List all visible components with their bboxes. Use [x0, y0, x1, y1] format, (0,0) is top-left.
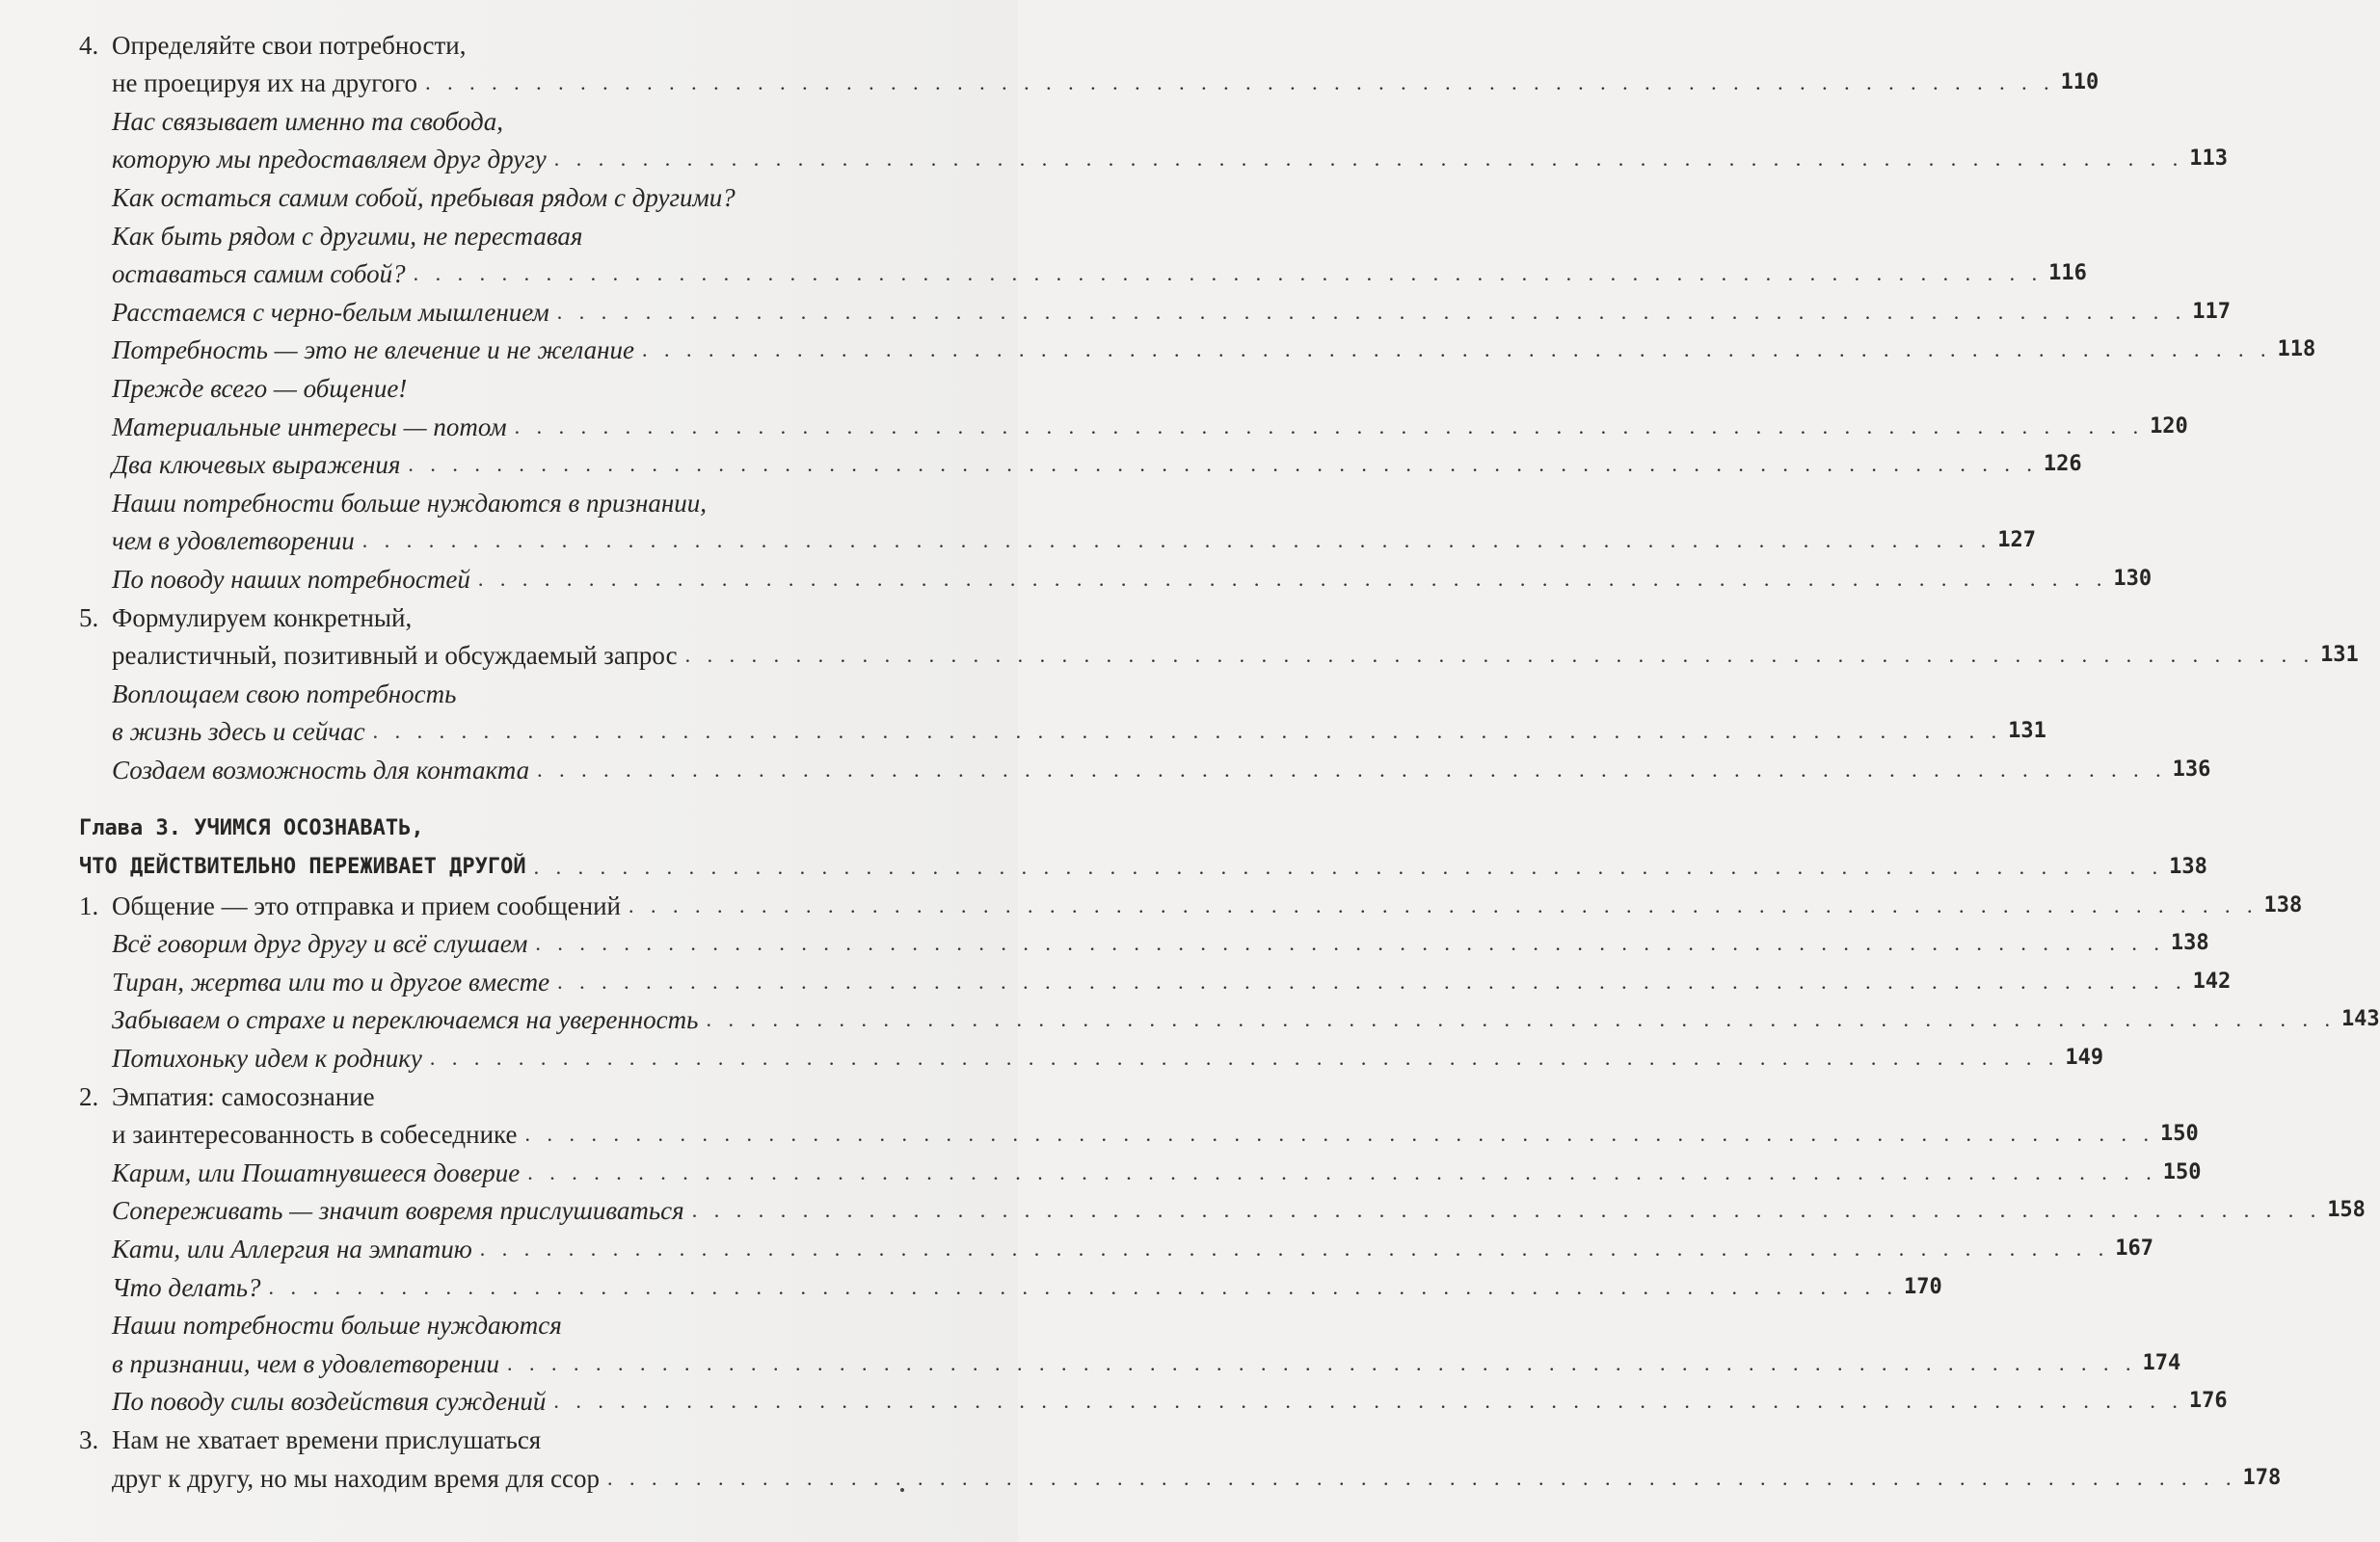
page-number: 178 — [2242, 1465, 2282, 1490]
toc-entry-title: Наши потребности больше нуждаются — [112, 1311, 562, 1341]
page-number: 158 — [2327, 1198, 2366, 1223]
page-number: 131 — [2008, 719, 2046, 744]
toc-entry-title: не проецируя их на другого — [112, 68, 418, 98]
dot-leader: . . . . . . . . . . . . . . . . . . . . . . . . . . . . . . . . . . . . . . . . . . . . . . . . . . . . . . . . . . . . . . . . . . . . . . . . . . — [524, 1122, 2154, 1147]
page-number: 136 — [2172, 757, 2211, 782]
dot-leader: . . . . . . . . . . . . . . . . . . . . . . . . . . . . . . . . . . . . . . . . . . . . . . . . . . . . . . . . . . . . . . . . . . . . . . . . . . — [556, 299, 2187, 324]
page-number: 113 — [2189, 146, 2229, 172]
toc-entry-title: По поводу наших потребностей — [112, 564, 470, 594]
toc-entry-title: Нам не хватает времени прислушаться — [112, 1424, 542, 1454]
page-number: 138 — [2263, 892, 2303, 917]
dot-leader: . . . . . . . . . . . . . . . . . . . . . . . . . . . . . . . . . . . . . . . . . . . . . . . . . . . . . . . . . . . . . . . . . . . . . . . . . . — [642, 337, 2272, 362]
toc-entry — [79, 843, 2207, 882]
toc-entry — [79, 1416, 966, 1454]
page-number: 167 — [2115, 1236, 2154, 1261]
dot-leader: . . . . . . . . . . . . . . . . . . . . . . . . . . . . . . . . . . . . . . . . . . . . . . . . . . . . . . . . . . . . . . . . . . . . . . . . . . — [268, 1274, 1899, 1299]
dot-leader: . . . . . . . . . . . . . . . . . . . . . . . . . . . . . . . . . . . . . . . . . . . . . . . . . . . . . . . . . . . . . . . . . . . . . . . . . . — [361, 528, 1992, 553]
toc-entry — [79, 594, 966, 632]
chapter-title: ЧТО ДЕЙСТВИТЕЛЬНО ПЕРЕЖИВАЕТ ДРУГОЙ — [79, 855, 526, 880]
page-number: 110 — [2060, 70, 2099, 95]
page-number: 120 — [2150, 413, 2188, 439]
toc-entry — [79, 1454, 2282, 1493]
toc-entry — [79, 441, 2082, 480]
page-number: 149 — [2065, 1046, 2104, 1071]
toc-entry-title: чем в удовлетворении — [112, 526, 355, 556]
dot-leader: . . . . . . . . . . . . . . . . . . . . . . . . . . . . . . . . . . . . . . . . . . . . . . . . . . . . . . . . . . . . . . . . . . . . . . . . . . — [477, 566, 2108, 591]
dot-leader: . . . . . . . . . . . . . . . . . . . . . . . . . . . . . . . . . . . . . . . . . . . . . . . . . . . . . . . . . . . . . . . . . . . . . . . . . . — [691, 1198, 2322, 1223]
toc-entry — [79, 1340, 2181, 1378]
toc-entry-title: Кати, или Аллергия на эмпатию — [112, 1235, 472, 1263]
toc-entry — [79, 212, 966, 251]
page-number: 150 — [2160, 1122, 2199, 1147]
toc-entry — [79, 518, 2036, 556]
toc-entry — [79, 403, 2188, 441]
page-number: 150 — [2162, 1159, 2202, 1184]
page-number: 138 — [2169, 855, 2207, 880]
page-number: 176 — [2188, 1389, 2228, 1414]
table-of-contents — [79, 21, 2380, 1493]
section-gap — [79, 784, 966, 806]
toc-entry-title: друг к другу, но мы находим время для ссор — [112, 1463, 600, 1493]
toc-entry — [79, 746, 2211, 784]
toc-entry — [79, 670, 966, 708]
toc-entry-number: 5. — [79, 602, 99, 632]
toc-entry-title: Воплощаем свою потребность — [112, 678, 457, 708]
dot-leader: . . . . . . . . . . . . . . . . . . . . . . . . . . . . . . . . . . . . . . . . . . . . . . . . . . . . . . . . . . . . . . . . . . . . . . . . . . — [553, 1389, 2183, 1414]
dot-leader: . . . . . . . . . . . . . . . . . . . . . . . . . . . . . . . . . . . . . . . . . . . . . . . . . . . . . . . . . . . . . . . . . . . . . . . . . . — [479, 1236, 2110, 1261]
page-number: 143 — [2340, 1007, 2380, 1032]
dot-leader: . . . . . . . . . . . . . . . . . . . . . . . . . . . . . . . . . . . . . . . . . . . . . . . . . . . . . . . . . . . . . . . . . . . . . . . . . . — [553, 146, 2184, 172]
dot-leader: . . . . . . . . . . . . . . . . . . . . . . . . . . . . . . . . . . . . . . . . . . . . . . . . . . . . . . . . . . . . . . . . . . . . . . . . . . — [408, 452, 2038, 477]
toc-entry — [79, 920, 2209, 959]
toc-entry — [79, 173, 966, 212]
page-number: 126 — [2043, 452, 2082, 477]
dot-leader: . . . . . . . . . . . . . . . . . . . . . . . . . . . . . . . . . . . . . . . . . . . . . . . . . . . . . . . . . . . . . . . . . . . . . . . . . . — [527, 1159, 2157, 1184]
toc-entry — [79, 251, 2087, 289]
toc-entry-title: оставаться самим собой? — [112, 259, 406, 289]
toc-entry-title: Как быть рядом с другими, не переставая — [112, 221, 583, 251]
dot-leader: . . . . . . . . . . . . . . . . . . . . . . . . . . . . . . . . . . . . . . . . . . . . . . . . . . . . . . . . . . . . . . . . . . . . . . . . . . — [429, 1046, 2060, 1071]
toc-entry-title: Нас связывает именно та свобода, — [112, 106, 503, 136]
page-number: 174 — [2142, 1350, 2181, 1375]
toc-entry — [79, 1263, 1942, 1302]
dot-leader: . . . . . . . . . . . . . . . . . . . . . . . . . . . . . . . . . . . . . . . . . . . . . . . . . . . . . . . . . . . . . . . . . . . . . . . . . . — [425, 70, 2055, 95]
dot-leader: . . . . . . . . . . . . . . . . . . . . . . . . . . . . . . . . . . . . . . . . . . . . . . . . . . . . . . . . . . . . . . . . . . . . . . . . . . — [372, 719, 2003, 744]
toc-entry — [79, 1302, 966, 1341]
toc-entry-title: Тиран, жертва или то и другое вместе — [112, 967, 550, 997]
dot-leader: . . . . . . . . . . . . . . . . . . . . . . . . . . . . . . . . . . . . . . . . . . . . . . . . . . . . . . . . . . . . . . . . . . . . . . . . . . — [607, 1465, 2237, 1490]
toc-entry-number: 2. — [79, 1081, 99, 1111]
toc-entry — [79, 21, 966, 60]
toc-entry — [79, 327, 2316, 365]
toc-entry — [79, 1149, 2202, 1187]
toc-entry-title: Прежде всего — общение! — [112, 373, 408, 403]
toc-entry-number: 3. — [79, 1424, 99, 1454]
toc-entry — [79, 1187, 2366, 1226]
toc-entry-title: которую мы предоставляем друг другу — [112, 145, 547, 174]
toc-entry-title: Что делать? — [112, 1272, 261, 1302]
toc-entry-title: и заинтересованность в собеседнике — [112, 1120, 518, 1150]
toc-entry — [79, 555, 2153, 594]
page-number: 142 — [2192, 969, 2232, 994]
toc-entry-number: 1. — [79, 891, 99, 920]
toc-entry — [79, 364, 966, 403]
toc-entry — [79, 1073, 966, 1111]
dot-leader: . . . . . . . . . . . . . . . . . . . . . . . . . . . . . . . . . . . . . . . . . . . . . . . . . . . . . . . . . . . . . . . . . . . . . . . . . . — [706, 1007, 2336, 1032]
page-number: 130 — [2113, 566, 2153, 591]
toc-entry-title: Сопереживать — значит вовремя прислушиваться — [112, 1196, 684, 1226]
toc-entry-title: в жизнь здесь и сейчас — [112, 717, 365, 747]
toc-entry — [79, 1111, 2199, 1150]
toc-entry — [79, 708, 2046, 747]
dot-leader: . . . . . . . . . . . . . . . . . . . . . . . . . . . . . . . . . . . . . . . . . . . . . . . . . . . . . . . . . . . . . . . . . . . . . . . . . . — [535, 931, 2165, 956]
toc-entry — [79, 97, 966, 136]
toc-entry-title: Общение — это отправка и прием сообщений — [112, 891, 622, 920]
toc-entry-title: Потихоньку идем к роднику — [112, 1044, 422, 1074]
toc-entry-title: Карим, или Пошатнувшееся доверие — [112, 1157, 521, 1187]
toc-entry — [79, 806, 966, 844]
page-number: 118 — [2277, 337, 2316, 362]
toc-entry-title: Создаем возможность для контакта — [112, 755, 530, 784]
toc-entry-title: Потребность — это не влечение и не желание — [112, 335, 635, 365]
dot-leader: . . . . . . . . . . . . . . . . . . . . . . . . . . . . . . . . . . . . . . . . . . . . . . . . . . . . . . . . . . . . . . . . . . . . . . . . . . — [557, 969, 2187, 994]
toc-entry-title: Как остаться самим собой, пребывая рядом с другими? — [112, 182, 735, 212]
toc-entry-title: Формулируем конкретный, — [112, 602, 413, 632]
dot-leader: . . . . . . . . . . . . . . . . . . . . . . . . . . . . . . . . . . . . . . . . . . . . . . . . . . . . . . . . . . . . . . . . . . . . . . . . . . — [533, 855, 2164, 880]
toc-entry — [79, 60, 2099, 98]
toc-entry — [79, 1378, 2228, 1417]
toc-entry-title: реалистичный, позитивный и обсуждаемый запрос — [112, 641, 678, 671]
toc-entry-number: 4. — [79, 30, 99, 60]
toc-entry — [79, 997, 2380, 1035]
toc-entry-title: Материальные интересы — потом — [112, 412, 507, 441]
dot-leader: . . . . . . . . . . . . . . . . . . . . . . . . . . . . . . . . . . . . . . . . . . . . . . . . . . . . . . . . . . . . . . . . . . . . . . . . . . — [628, 892, 2259, 917]
dot-leader: . . . . . . . . . . . . . . . . . . . . . . . . . . . . . . . . . . . . . . . . . . . . . . . . . . . . . . . . . . . . . . . . . . . . . . . . . . — [413, 261, 2044, 286]
page-number: 117 — [2192, 299, 2232, 324]
dot-leader: . . . . . . . . . . . . . . . . . . . . . . . . . . . . . . . . . . . . . . . . . . . . . . . . . . . . . . . . . . . . . . . . . . . . . . . . . . — [684, 643, 2315, 668]
dot-leader: . . . . . . . . . . . . . . . . . . . . . . . . . . . . . . . . . . . . . . . . . . . . . . . . . . . . . . . . . . . . . . . . . . . . . . . . . . — [507, 1350, 2137, 1375]
toc-entry — [79, 1034, 2104, 1074]
page-number: 170 — [1904, 1274, 1942, 1299]
toc-entry-title: По поводу силы воздействия суждений — [112, 1387, 547, 1417]
dot-leader: . . . . . . . . . . . . . . . . . . . . . . . . . . . . . . . . . . . . . . . . . . . . . . . . . . . . . . . . . . . . . . . . . . . . . . . . . . — [514, 413, 2145, 439]
page-number: 131 — [2320, 643, 2359, 668]
page-number: 116 — [2048, 261, 2087, 286]
toc-entry — [79, 136, 2229, 174]
page-number: 127 — [1997, 528, 2036, 553]
toc-entry-title: Всё говорим друг другу и всё слушаем — [112, 929, 528, 959]
toc-entry-title: Эмпатия: самосознание — [112, 1081, 375, 1111]
chapter-title: Глава 3. УЧИМСЯ ОСОЗНАВАТЬ, — [79, 816, 424, 841]
toc-entry-title: Наши потребности больше нуждаются в признании, — [112, 488, 708, 518]
toc-entry-title: Два ключевых выражения — [112, 450, 401, 480]
toc-entry-title: Расстаемся с черно-белым мышлением — [112, 297, 549, 327]
page-number: 138 — [2170, 931, 2209, 956]
toc-entry-title: Забываем о страхе и переключаемся на уверенность — [112, 1005, 699, 1035]
toc-entry — [79, 632, 2359, 671]
toc-entry — [79, 882, 2303, 920]
dot-leader: . . . . . . . . . . . . . . . . . . . . . . . . . . . . . . . . . . . . . . . . . . . . . . . . . . . . . . . . . . . . . . . . . . . . . . . . . . — [537, 757, 2167, 782]
toc-entry — [79, 479, 966, 518]
toc-entry-title: в признании, чем в удовлетворении — [112, 1348, 500, 1378]
toc-entry-title: Определяйте свои потребности, — [112, 30, 467, 60]
toc-entry — [79, 958, 2232, 997]
toc-entry — [79, 1225, 2154, 1263]
toc-entry — [79, 288, 2232, 327]
